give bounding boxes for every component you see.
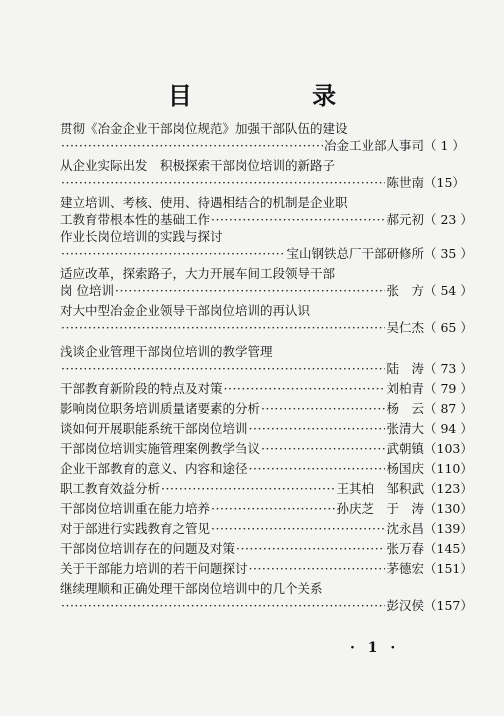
toc-entry[interactable] [60, 302, 473, 336]
toc-entry-page: （110） [424, 461, 473, 476]
dot-leader [224, 380, 386, 397]
toc-entry-author: 彭汉侯 [386, 598, 424, 613]
toc-entry-title-cont: 岗 位培训 [60, 283, 114, 298]
dot-leader [211, 520, 385, 537]
toc-entry[interactable] [60, 540, 473, 557]
toc-entry[interactable] [60, 400, 473, 417]
dot-leader [236, 540, 385, 557]
toc-entry-page: （130） [424, 501, 473, 516]
toc-entry-title: 谈如何开展职能系统干部岗位培训 [60, 421, 248, 436]
toc-entry-author: 郝元初 [386, 212, 424, 227]
toc-entry-page: （139） [424, 521, 473, 536]
toc-entry-page: （15） [424, 175, 465, 190]
toc-entry[interactable] [60, 194, 473, 228]
toc-entry-author: 张清大 [386, 421, 424, 436]
toc-entry-title: 职工教育效益分析 [60, 481, 161, 496]
dot-leader [211, 500, 335, 517]
toc-entry[interactable] [60, 228, 473, 262]
toc-entry[interactable] [60, 480, 473, 497]
toc-entry-author: 王其柏 邹积武 [336, 481, 424, 496]
dot-leader [249, 420, 386, 437]
toc-entry-title: 适应改革，探索路子，大力开展车间工段领导干部 [60, 266, 336, 281]
dot-leader [161, 480, 335, 497]
toc-entry-author: 吴仁杰 [386, 320, 424, 335]
toc-entry-author: 杨 云 [386, 401, 424, 416]
toc-entry[interactable] [60, 420, 473, 437]
toc-entry-title: 贯彻《冶金企业干部岗位规范》加强干部队伍的建设 [60, 121, 348, 136]
toc-entry-page: （ 73 ） [424, 361, 473, 376]
toc-entry-author: 茅德宏 [386, 561, 424, 576]
toc-entry-title-cont: 工教育带根本性的基础工作 [60, 212, 211, 227]
toc-entry-page: （ 23 ） [424, 212, 473, 227]
dot-leader [61, 597, 385, 614]
toc-entry[interactable] [60, 440, 473, 457]
toc-entry-title: 关于干部能力培训的若干问题探讨 [60, 561, 248, 576]
toc-entry[interactable] [60, 157, 464, 191]
toc-entry-author: 刘柏青 [386, 381, 424, 396]
toc-entry-page: （151） [424, 561, 473, 576]
toc-entry-page: （ 79 ） [424, 381, 473, 396]
toc-entry-title: 从企业实际出发 积极探索干部岗位培训的新路子 [60, 158, 336, 173]
toc-entry-page: （103） [424, 441, 473, 456]
dot-leader [61, 360, 385, 377]
toc-entry-author: 陆 涛 [386, 361, 424, 376]
toc-entry-author: 杨国庆 [386, 461, 424, 476]
toc-entry-title: 干部教育新阶段的特点及对策 [60, 381, 223, 396]
page-title: 目 录 [167, 81, 393, 110]
toc-entry[interactable] [60, 520, 473, 537]
toc-entry-author: 陈世南 [386, 175, 424, 190]
toc-entry-title: 对于部进行实践教育之管见 [60, 521, 211, 536]
toc-entry-page: （157） [424, 598, 473, 613]
toc-entry-title: 对大中型冶金企业领导干部岗位培训的再认识 [60, 303, 311, 318]
toc-entry-author: 宝山钢铁总厂干部研修所 [286, 246, 424, 261]
dot-leader [249, 560, 386, 577]
toc-entry-page: （123） [424, 481, 473, 496]
toc-entry-author: 沈永昌 [386, 521, 424, 536]
toc-entry-page: （ 1 ） [424, 138, 465, 153]
dot-leader [61, 174, 385, 191]
toc-entry-author: 武朝镇 [386, 441, 424, 456]
dot-leader [61, 319, 385, 336]
dot-leader [115, 282, 386, 299]
toc-entry[interactable] [60, 500, 473, 517]
dot-leader [261, 440, 385, 457]
toc-entry[interactable] [60, 343, 473, 377]
toc-entry-title: 作业长岗位培训的实践与探讨 [60, 229, 223, 244]
toc-entry-title: 浅谈企业管理干部岗位培训的教学管理 [60, 344, 273, 359]
toc-entry-author: 张万春 [386, 541, 424, 556]
toc-entry-title: 干部岗位培训重在能力培养 [60, 501, 211, 516]
toc-entry-author: 张 方 [386, 283, 424, 298]
toc-entry-title: 干部岗位培训存在的问题及对策 [60, 541, 236, 556]
toc-entry[interactable] [60, 460, 473, 477]
toc-entry-title: 继续理顺和正确处理干部岗位培训中的几个关系 [60, 581, 323, 596]
page-number: · 1 · [350, 640, 400, 656]
toc-entry-title: 建立培训、考核、使用、待遇相结合的机制是企业职 [60, 195, 348, 210]
toc-entry[interactable] [60, 380, 473, 397]
toc-entry-page: （ 87 ） [424, 401, 473, 416]
toc-entry-page: （ 65 ） [424, 320, 473, 335]
toc-entry-title: 干部岗位培训实施管理案例教学刍议 [60, 441, 261, 456]
toc-entry-title: 企业干部教育的意义、内容和途径 [60, 461, 248, 476]
toc-entry[interactable] [60, 265, 473, 299]
toc-entry[interactable] [60, 120, 464, 154]
toc-entry-author: 冶金工业部人事司 [323, 138, 424, 153]
toc-entry-page: （ 35 ） [424, 246, 473, 261]
dot-leader [61, 245, 285, 262]
toc-entry-title: 影响岗位职务培训质量诸要素的分析 [60, 401, 261, 416]
dot-leader [211, 211, 385, 228]
toc-entry-page: （ 94 ） [424, 421, 473, 436]
dot-leader [61, 137, 323, 154]
table-of-contents [60, 120, 473, 614]
toc-entry[interactable] [60, 580, 473, 614]
toc-entry-page: （145） [424, 541, 473, 556]
toc-entry-page: （ 54 ） [424, 283, 473, 298]
toc-entry-author: 孙庆芝 于 涛 [336, 501, 424, 516]
toc-entry[interactable] [60, 560, 473, 577]
dot-leader [249, 460, 386, 477]
dot-leader [261, 400, 385, 417]
